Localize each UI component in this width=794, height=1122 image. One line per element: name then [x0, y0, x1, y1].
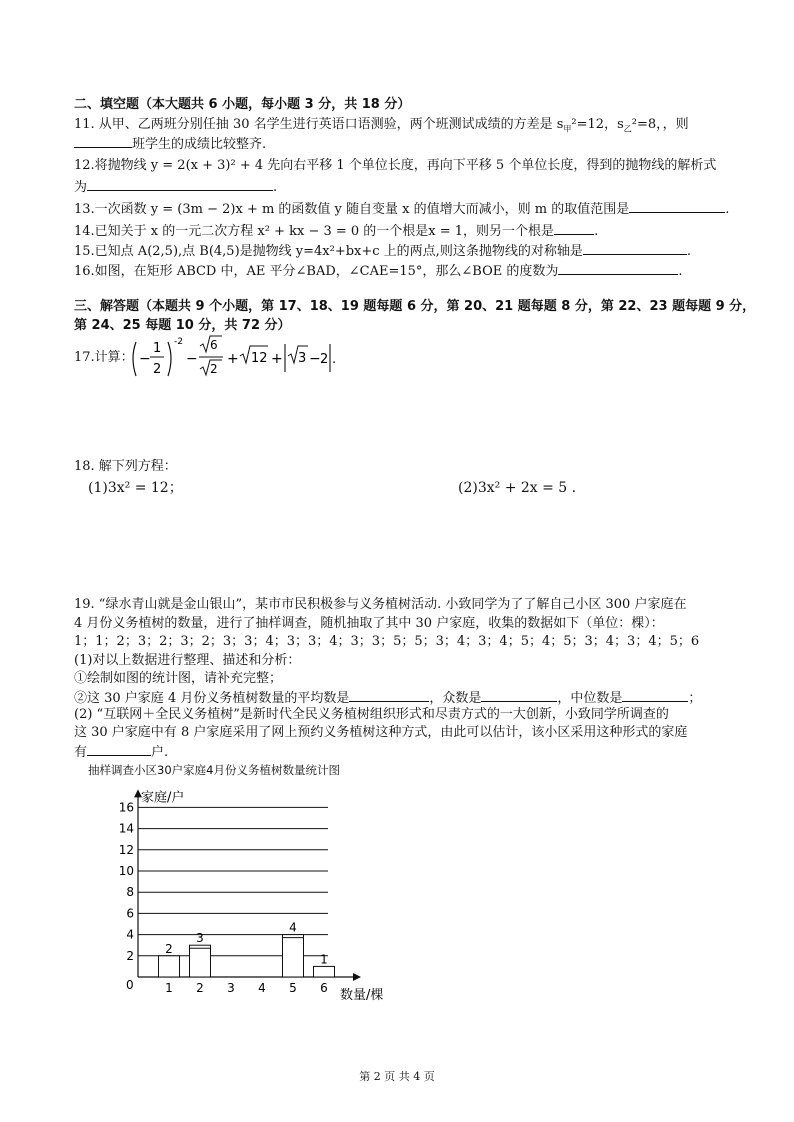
q15-answer-blank[interactable]: [583, 241, 687, 255]
q11-text-b: ²=12，s: [571, 117, 624, 132]
question-19-line1: 19. “绿水青山就是金山银山”，某市市民积极参与义务植树活动. 小致同学为了了解自己小区 300 户家庭在: [74, 597, 687, 612]
bar: [159, 956, 180, 977]
bar: [283, 935, 304, 977]
q11-sub-yi: 乙: [623, 124, 632, 134]
bar-chart: [100, 775, 400, 1005]
question-11-cont: [74, 134, 724, 154]
question-17-label: 17.计算：: [74, 350, 134, 365]
y-tick-label: 12: [118, 842, 134, 857]
x-axis-label: 数量/棵: [340, 988, 384, 1003]
question-19-step2: [74, 688, 724, 708]
section3-header-cont: 第 24、25 每题 10 分，共 72 分）: [74, 318, 291, 333]
page-footer: 第 2 页 共 4 页: [359, 1070, 435, 1083]
question-13: 13.一次函数 y = (3m − 2)x + m 的函数值 y 随自变量 x 的值增大而减小，则 m 的取值范围是 .: [74, 199, 724, 219]
q19-households-blank[interactable]: [87, 742, 151, 756]
section2-header: 二、填空题（本大题共 6 小题，每小题 3 分，共 18 分）: [74, 97, 411, 112]
q19-you-text: 有: [74, 745, 88, 760]
q19-median-text: ，中位数是: [557, 691, 623, 706]
q19-mean-text: ②这 30 户家庭 4 月份义务植树数量的平均数是: [74, 691, 350, 706]
q16-text: 16.如图，在矩形 ABCD 中，AE 平分∠BAD，∠CAE=15°，那么∠BOE 的度数为: [74, 264, 559, 279]
question-18-part2: (2)3x² + 2x = 5 .: [458, 480, 577, 496]
svg-text:−: −: [139, 351, 151, 367]
y-tick-label: 10: [118, 864, 134, 878]
bar-data-label: 4: [289, 920, 297, 935]
section3-header: 三、解答题（本题共 9 个小题，第 17、18、19 题每题 6 分，第 20、21 题每题 8 分，第 22、23 题每题 9 分，: [74, 299, 756, 314]
q14-text: 14.已知关于 x 的一元二次方程 x² + kx − 3 = 0 的一个根是x = 1，则另一个根是: [74, 224, 555, 239]
y-tick-label: 14: [118, 821, 134, 836]
question-19-data: 1；1；2；3；2；3；2；3；3；4；3；3；4；3；3；5；5；3；4；3；4；5；4；5；3；4；3；4；5；6: [74, 634, 700, 649]
question-18-label: 18. 解下列方程：: [74, 459, 177, 474]
q11-text-c: ²=8，，则: [631, 117, 689, 132]
x-tick-label: 3: [227, 981, 235, 995]
svg-text:−: −: [309, 351, 321, 367]
q19-mode-blank[interactable]: [481, 688, 557, 702]
question-14: 14.已知关于 x 的一元二次方程 x² + kx − 3 = 0 的一个根是x = 1，则另一个根是 .: [74, 221, 724, 241]
q12-answer-blank[interactable]: [87, 177, 273, 191]
q14-answer-blank[interactable]: [554, 221, 594, 235]
q11-sub-jia: 甲: [563, 124, 572, 134]
q16-answer-blank[interactable]: [558, 261, 678, 275]
y-tick-label: 16: [118, 800, 134, 815]
question-19-part2: (2) “互联网＋全民义务植树”是新时代全民义务植树组织形式和尽责方式的一大创新，小致同学所调查的: [74, 707, 669, 722]
bar-data-label: 3: [196, 931, 204, 946]
q13-answer-blank[interactable]: [629, 199, 725, 213]
question-19-part2-cont: 这 30 户家庭中有 8 户家庭采用了网上预约义务植树这种方式，由此可以估计，该小区采用这种形式的家庭: [74, 725, 688, 740]
question-19-part2-end: [74, 742, 724, 762]
bar-data-label: 2: [165, 941, 173, 956]
svg-text:+: +: [271, 351, 283, 367]
q15-text: 15.已知点 A(2,5),点 B(4,5)是抛物线 y=4x²+bx+c 上的两点,则这条抛物线的对称轴是: [74, 244, 583, 259]
y-tick-label: 6: [126, 906, 134, 921]
y-axis-label: 家庭/户: [141, 790, 185, 806]
q11-text-a: 11. 从甲、乙两班分别任抽 30 名学生进行英语口语测验，两个班测试成绩的方差是 s: [74, 117, 564, 132]
x-tick-label: 1: [165, 981, 173, 995]
bar: [190, 945, 211, 977]
question-12: 12.将抛物线 y = 2(x + 3)² + 4 先向右平移 1 个单位长度，再向下平移 5 个单位长度，得到的抛物线的解析式: [74, 158, 717, 173]
q11-text-d: 班学生的成绩比较整齐.: [132, 137, 267, 152]
svg-text:+: +: [227, 351, 239, 367]
bar: [314, 966, 335, 977]
q19-hu-text: 户.: [151, 745, 169, 760]
x-tick-label: 4: [258, 981, 266, 995]
svg-text:-2: -2: [174, 337, 183, 347]
y-tick-label: 4: [126, 927, 134, 942]
x-tick-label: 5: [289, 981, 297, 995]
question-12-cont: 为 .: [74, 177, 724, 197]
y-tick-label: 2: [126, 948, 134, 963]
bar-data-label: 1: [320, 952, 328, 967]
question-18-part1: (1)3x² = 12；: [88, 480, 183, 496]
svg-text:−: −: [186, 351, 198, 367]
svg-text:6: 6: [210, 338, 218, 352]
q19-mode-text: ，众数是: [429, 691, 482, 706]
question-19-part1: (1)对以上数据进行整理、描述和分析：: [74, 653, 301, 668]
question-16: 16.如图，在矩形 ABCD 中，AE 平分∠BAD，∠CAE=15°，那么∠BOE 的度数为 .: [74, 261, 724, 281]
svg-text:2: 2: [210, 362, 218, 376]
x-tick-label: 2: [196, 981, 204, 995]
chart-title: 抽样调查小区30户家庭4月份义务植树数量统计图: [88, 763, 340, 777]
q13-text: 13.一次函数 y = (3m − 2)x + m 的函数值 y 随自变量 x 的值增大而减小，则 m 的取值范围是: [74, 202, 630, 217]
svg-text:12: 12: [251, 351, 268, 366]
svg-text:3: 3: [298, 351, 307, 366]
q19-semicolon: ；: [688, 691, 702, 706]
question-19-line2: 4 月份义务植树的数量，进行了抽样调查，随机抽取了其中 30 户家庭，收集的数据如下（单位：棵）：: [74, 616, 664, 631]
question-15: 15.已知点 A(2,5),点 B(4,5)是抛物线 y=4x²+bx+c 上的两点,则这条抛物线的对称轴是 .: [74, 241, 724, 261]
svg-text:2: 2: [153, 362, 162, 377]
origin-label: 0: [126, 978, 134, 992]
svg-text:.: .: [332, 352, 337, 367]
q17-expression: [128, 332, 338, 388]
q19-mean-blank[interactable]: [349, 688, 429, 702]
x-tick-label: 6: [320, 981, 328, 995]
question-19-step1: ①绘制如图的统计图，请补充完整；: [74, 671, 283, 686]
y-tick-label: 8: [126, 885, 134, 900]
q12-text-b: 为: [74, 180, 88, 195]
svg-text:1: 1: [153, 341, 162, 356]
q11-answer-blank[interactable]: [74, 134, 132, 148]
svg-text:2: 2: [320, 352, 329, 367]
q19-median-blank[interactable]: [622, 688, 688, 702]
x-axis-arrow: [353, 973, 361, 981]
